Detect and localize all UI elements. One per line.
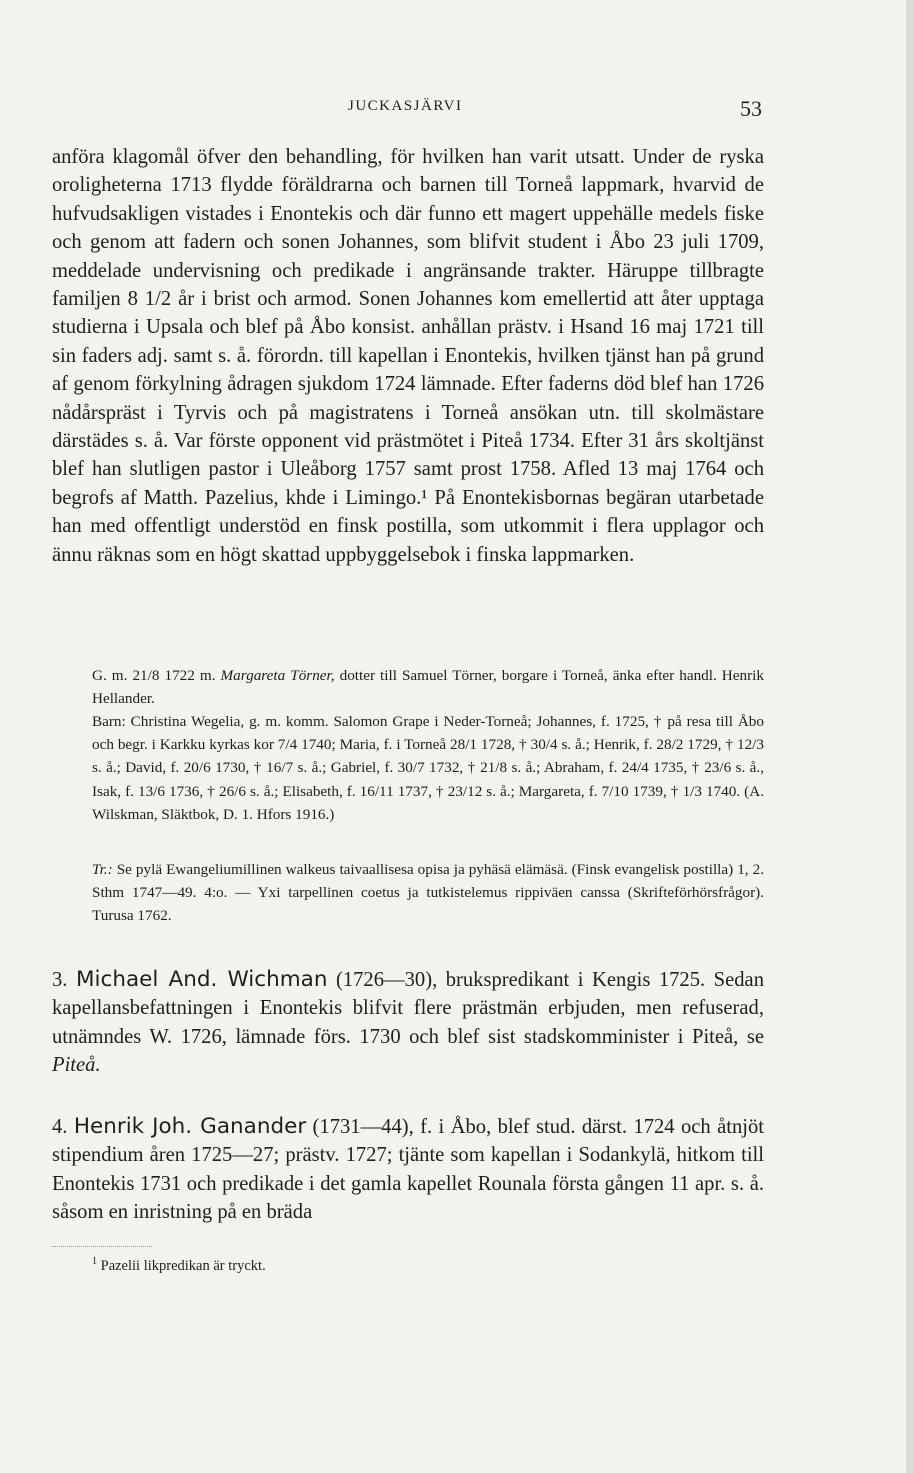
footnote-text: Pazelii likpredikan är tryckt. xyxy=(100,1257,266,1274)
entry-4-name: Henrik Joh. Ganander xyxy=(73,1114,307,1139)
marriage-details: dotter till Samuel Törner, borgare i Torneå, änka efter handl. Henrik Hellander. xyxy=(92,667,764,708)
paragraph-continuation xyxy=(52,143,764,569)
entry-4 xyxy=(52,1113,764,1227)
entry-4-number: 4. xyxy=(52,1116,68,1138)
writings-text: Se pylä Ewangeliumillinen walkeus taivaallisesa opisa ja pyhäsä elämäsä. (Finsk evangelisk postilla) 1, 2. Sthm 1747—49. 4:o. — Yxi tarpellinen coetus ja tutkistelemus rippiväen canssa (Skrifteförhörsfrågor). Turusa 1762. xyxy=(92,861,765,925)
children-note xyxy=(92,710,764,826)
entry-3 xyxy=(52,966,764,1080)
paragraph-1: anföra klagomål öfver den behandling, för hvilken han varit utsatt. Under de ryska oroligheterna 1713 flydde föräldrarna och barnen till Torneå lappmark, hvarvid de hufvudsakligen vistades i Enontekis och där funno ett magert uppehälle medels fiske och genom att fadern och sonen Johannes, som blifvit student i Åbo 23 juli 1709, meddelade undervisning och predikade i angränsande trakter. Häruppe tillbragte familjen 8 1/2 år i brist och armod. Sonen Johannes kom emellertid att åter upptaga studierna i Upsala och blef på Åbo konsist. anhållan prästv. i Hsand 16 maj 1721 till sin faders adj. samt s. å. förordn. till kapellan i Enontekis, hvilken tjänst han på grund af genom förkylning ådragen sjukdom 1724 lämnade. Efter faderns död blef han 1726 nådårspräst i Tyrvis och på magistratens i Torneå ansökan utn. till skolmästare därstädes s. å. Var förste opponent vid prästmötet i Piteå 1734. Efter 31 års skoltjänst blef han slutligen pastor i Uleåborg 1757 samt prost 1758. Afled 13 maj 1764 och begrofs af Matth. Pazelius, khde i Limingo.¹ På Enontekisbornas begäran utarbetade han med offentligt understöd en finsk postilla, som utkommit i flera upplagor och ännu räknas som en högt skattad uppbyggelsebok i finska lappmarken. xyxy=(52,146,764,566)
children-list: Barn: Christina Wegelia, g. m. komm. Salomon Grape i Neder-Torneå; Johannes, f. 1725, † på resa till Åbo och begr. i Karkku kyrkas kor 7/4 1740; Maria, f. i Torneå 28/1 1728, † 30/4 s. å.; Henrik, f. 28/2 1729, † 12/3 s. å.; David, f. 20/6 1730, † 16/7 s. å.; Gabriel, f. 30/7 1732, † 21/8 s. å.; Abraham, f. 24/4 1735, † 23/6 s. å., Isak, f. 13/6 1736, † 26/6 s. å.; Elisabeth, f. 16/11 1737, † 23/12 s. å.; Margareta, f. 7/10 1739, † 1/3 1740. (A. Wilskman, Släktbok, D. 1. Hfors 1916.) xyxy=(92,713,764,823)
writings-label: Tr.: xyxy=(92,861,113,878)
page-number: 53 xyxy=(740,96,762,121)
footnote-rule xyxy=(52,1246,152,1247)
footnote xyxy=(92,1256,266,1275)
entry-3-number: 3. xyxy=(52,969,68,991)
entry-3-ref: Piteå. xyxy=(52,1054,101,1077)
spouse-name: Margareta Törner, xyxy=(220,667,335,684)
marriage-prefix: G. m. 21/8 1722 m. xyxy=(92,667,216,684)
page-edge xyxy=(906,0,914,1473)
running-head: JUCKASJÄRVI xyxy=(348,98,463,114)
marriage-note xyxy=(92,664,764,710)
page-header xyxy=(52,98,764,128)
entry-4-text: (1731—44), f. i Åbo, blef stud. därst. 1724 och åtnjöt stipendium åren 1725—27; prästv. 1727; tjänte som kapellan i Sodankylä, hitkom till Enontekis 1731 och predikade i det gamla kapellet Rounala första gången 11 apr. s. å. såsom en inristning på en bräda xyxy=(52,1116,764,1224)
footnote-mark: 1 xyxy=(92,1256,97,1267)
entry-3-text: (1726—30), brukspredikant i Kengis 1725. Sedan kapellansbefattningen i Enontekis blifvit flere prästmän erbjuden, men refuserad, utnämndes W. 1726, lämnade förs. 1730 och blef sist stadskomminister i Piteå, se xyxy=(52,969,764,1048)
entry-3-name: Michael And. Wichman xyxy=(75,967,328,992)
writings-note xyxy=(92,858,764,928)
